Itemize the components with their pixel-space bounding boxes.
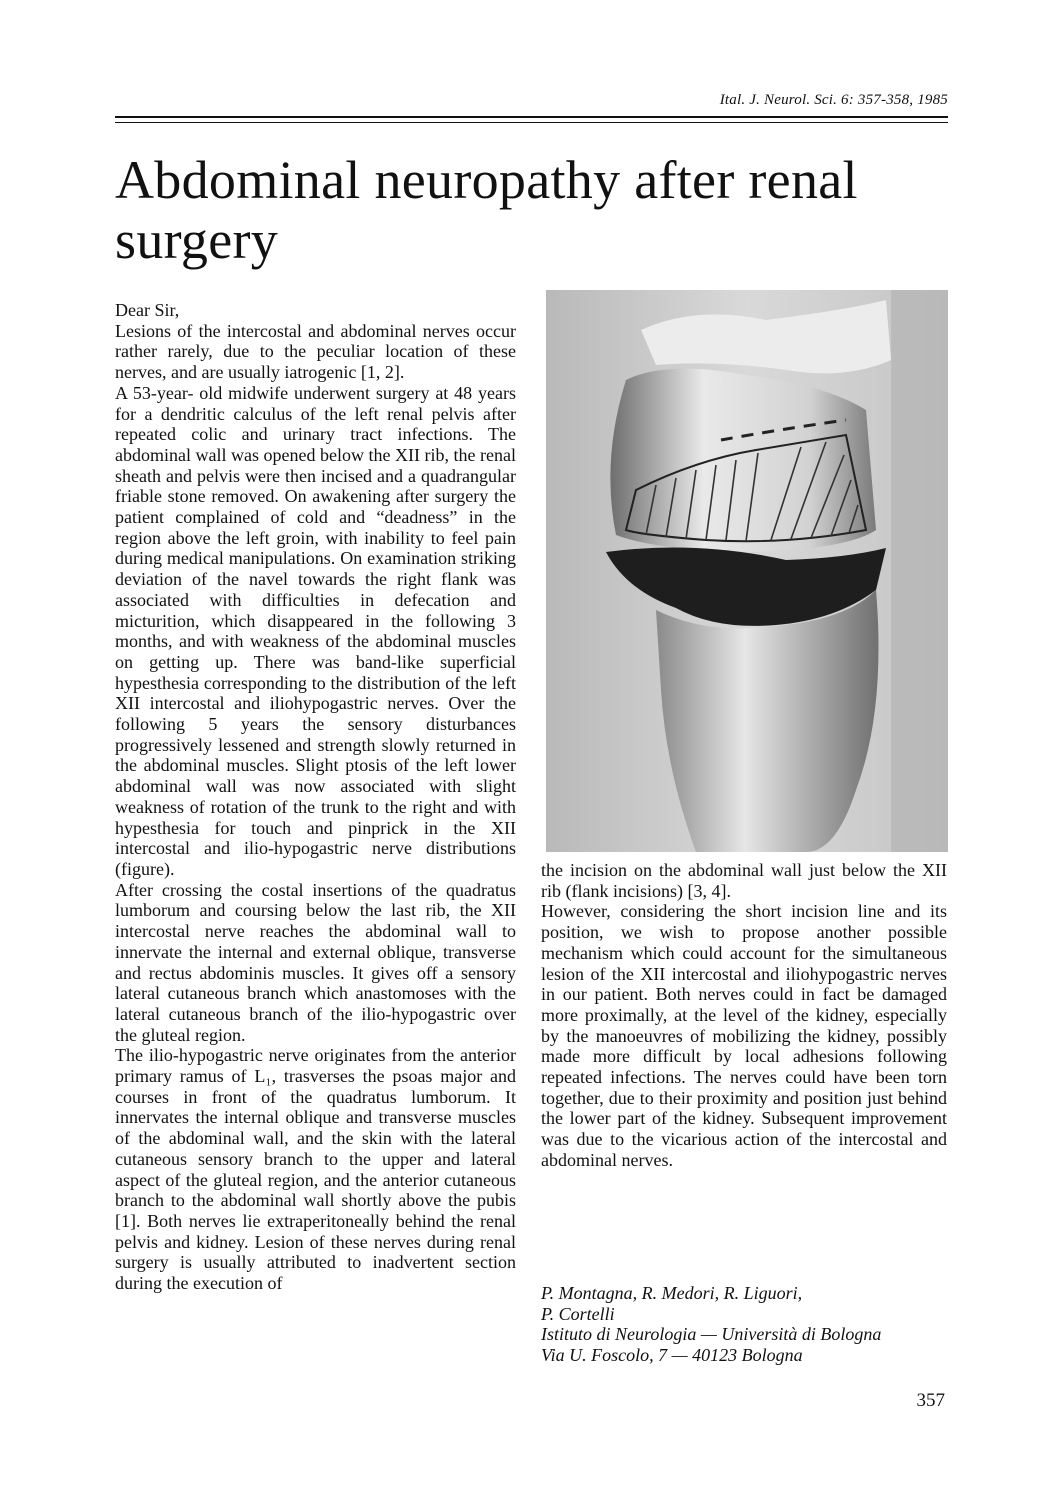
left-column [115,300,516,1294]
paragraph-intro: Lesions of the intercostal and abdominal nerves occur rather rarely, due to the peculiar location of these nerves, and are usually iatrogenic [1, 2]. [115,320,516,383]
paragraph-iliohypogastric: The ilio-hypogastric nerve originates from the anterior primary ramus of L₁, trasverses the psoas major and courses in front of the quadratus lumborum. It innervates the internal oblique and transverse muscles of the abdominal wall, and the skin with the lateral cutaneous sensory branch to the upper and lateral aspect of the gluteal region, and the anterior cutaneous branch to the abdominal wall shortly above the pubis [1]. Both nerves lie extraperitoneally behind the renal pelvis and kidney. Lesion of these nerves during renal surgery is usually attributed to inadvertent section during the execution of [115,1045,516,1294]
affiliation-institute: Istituto di Neurologia — Università di Bologna [541,1324,882,1344]
authors-line-1: P. Montagna, R. Medori, R. Liguori, [541,1283,803,1303]
paragraph-case: A 53-year- old midwife underwent surgery at 48 years for a dendritic calculus of the left renal pelvis after repeated colic and urinary tract infections. The abdominal wall was opened below the XII rib, the renal sheath and pelvis were then incised and a quadrangular friable stone removed. On awakening after surgery the patient complained of cold and “deadness” in the region above the left groin, with inability to feel pain during medical manipulations. On examination striking deviation of the navel towards the right flank was associated with difficulties in defecation and micturition, which disappeared in the following 3 months, and with weakness of the abdominal muscles on getting up. There was band-like superficial hypesthesia corresponding to the distribution of the left XII intercostal and iliohypogastric nerves. Over the following 5 years the sensory disturbances progressively lessened and strength slowly returned in the abdominal muscles. Slight ptosis of the left lower abdominal wall was now associated with slight weakness of rotation of the trunk to the right and with hypesthesia for touch and pinprick in the XII intercostal and ilio-hypogastric nerve distributions (figure). [115,382,516,879]
patient-photo-illustration [546,290,948,852]
paragraph-continuation: the incision on the abdominal wall just below the XII rib (flank incisions) [3, 4]. [541,860,947,901]
header-rule-top [115,116,948,118]
right-column [541,860,947,1171]
salutation: Dear Sir, [115,300,180,320]
page-number: 357 [916,1390,945,1411]
article-title: Abdominal neuropathy after renal surgery [115,150,858,270]
affiliation-address: Via U. Foscolo, 7 — 40123 Bologna [541,1344,803,1365]
paragraph-xii-nerve: After crossing the costal insertions of the quadratus lumborum and coursing below the last rib, the XII intercostal nerve reaches the abdominal wall to innervate the internal and external oblique, transverse and rectus abdominis muscles. It gives off a sensory lateral cutaneous branch which anastomoses with the lateral cutaneous branch of the ilio-hypogastric over the gluteal region. [115,879,516,1045]
paragraph-mechanism: However, considering the short incision line and its position, we wish to propose another possible mechanism which could account for the simultaneous lesion of the XII intercostal and iliohypogastric nerves in our patient. Both nerves could in fact be damaged more proximally, at the level of the kidney, especially by the manoeuvres of mobilizing the kidney, possibly made more difficult by local adhesions following repeated infections. The nerves could have been torn together, due to their proximity and position just behind the lower part of the kidney. Subsequent improvement was due to the vicarious action of the intercostal and abdominal nerves. [541,901,947,1170]
author-block [541,1283,961,1365]
header-rule-bottom [115,122,948,123]
figure-photograph [546,290,948,852]
authors-line-2: P. Cortelli [541,1303,615,1324]
journal-reference: Ital. J. Neurol. Sci. 6: 357-358, 1985 [719,92,948,108]
